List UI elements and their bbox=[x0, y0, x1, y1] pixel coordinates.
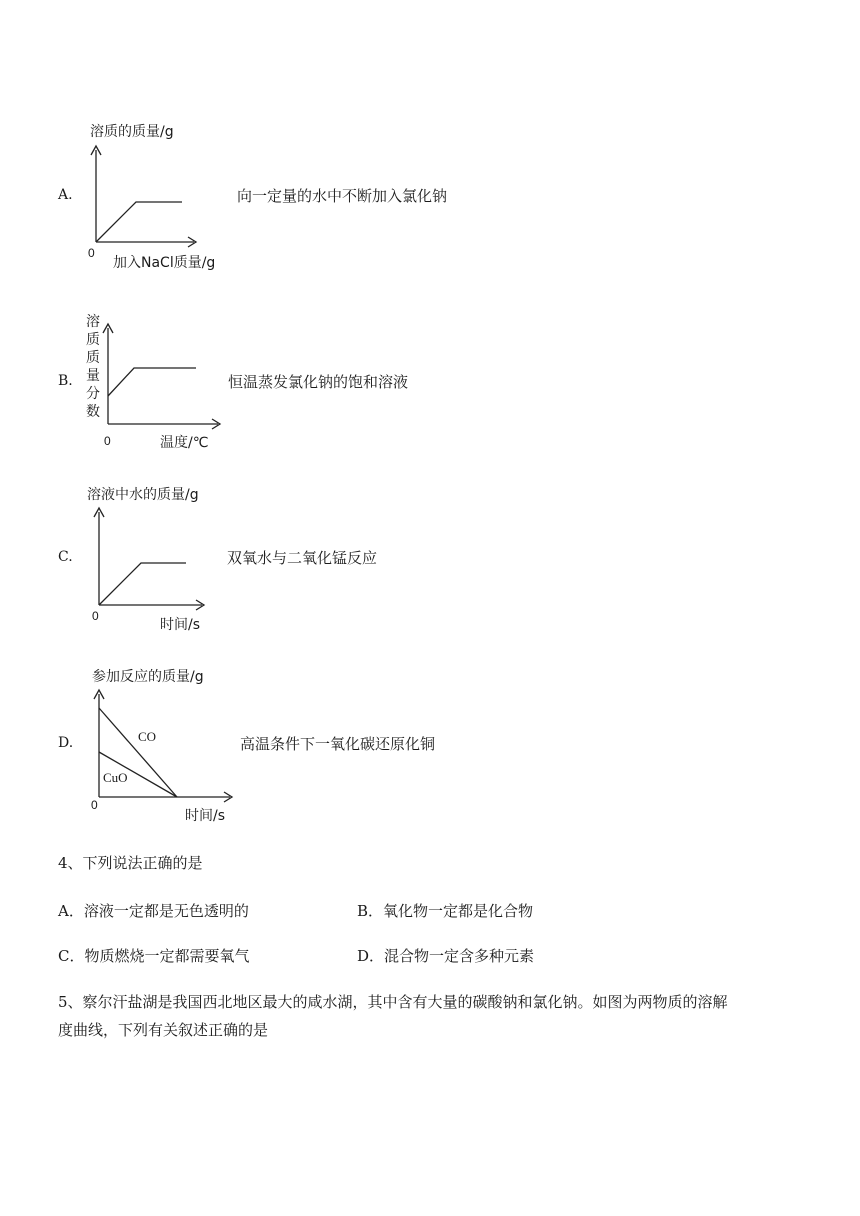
option-c-origin: 0 bbox=[92, 609, 99, 623]
option-d-cuo-label: CuO bbox=[103, 770, 128, 785]
option-b-x-axis-label: 温度/℃ bbox=[160, 435, 209, 451]
question-4-option-a: A．溶液一定都是无色透明的 bbox=[58, 902, 249, 920]
option-d-description: 高温条件下一氧化碳还原化铜 bbox=[240, 735, 436, 753]
option-a-description: 向一定量的水中不断加入氯化钠 bbox=[237, 187, 448, 205]
option-d-origin: 0 bbox=[91, 798, 98, 812]
option-a-x-axis-label: 加入NaCl质量/g bbox=[113, 255, 216, 271]
option-c-x-axis-label: 时间/s bbox=[160, 617, 201, 633]
question-5-stem-line-2: 度曲线，下列有关叙述正确的是 bbox=[58, 1021, 269, 1039]
question-4-option-d: D．混合物一定含多种元素 bbox=[357, 947, 535, 965]
question-4-option-b: B．氧化物一定都是化合物 bbox=[357, 902, 534, 920]
option-d-y-axis-label: 参加反应的质量/g bbox=[92, 669, 204, 685]
option-b-description: 恒温蒸发氯化钠的饱和溶液 bbox=[228, 373, 409, 391]
option-b-label: B. bbox=[58, 373, 73, 389]
question-4-option-c: C．物质燃烧一定都需要氧气 bbox=[58, 947, 250, 965]
option-d-x-axis-label: 时间/s bbox=[185, 808, 226, 824]
option-c-y-axis-label: 溶液中水的质量/g bbox=[87, 487, 199, 503]
option-a-origin: 0 bbox=[88, 246, 95, 260]
option-a-label: A. bbox=[58, 187, 73, 203]
option-b-y-axis-label: 溶质质量分数 bbox=[86, 314, 100, 420]
option-d-co-label: CO bbox=[138, 729, 157, 744]
option-c-label: C. bbox=[58, 549, 73, 565]
option-d-label: D. bbox=[58, 735, 74, 751]
option-a-y-axis-label: 溶质的质量/g bbox=[90, 124, 174, 140]
option-c-description: 双氧水与二氧化锰反应 bbox=[227, 549, 378, 567]
question-4-stem: 4、下列说法正确的是 bbox=[58, 854, 203, 872]
question-5-stem-line-1: 5、察尔汗盐湖是我国西北地区最大的咸水湖，其中含有大量的碳酸钠和氯化钠。如图为两物质的溶解 bbox=[58, 993, 728, 1011]
option-b-origin: 0 bbox=[104, 434, 111, 448]
